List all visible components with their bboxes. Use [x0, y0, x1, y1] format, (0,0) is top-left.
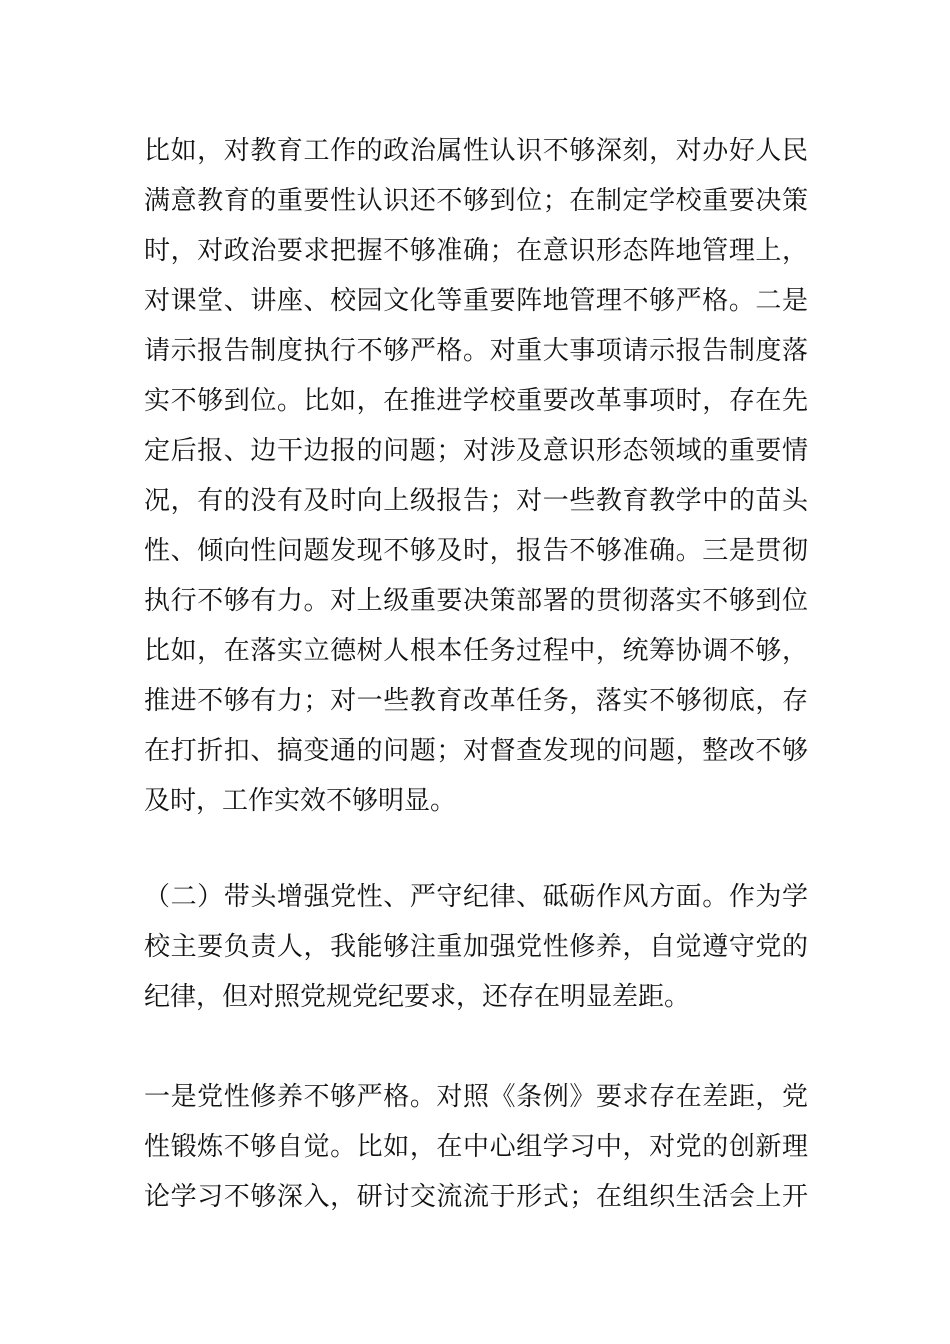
text-line: 时，对政治要求把握不够准确；在意识形态阵地管理上， — [144, 236, 808, 266]
text-line: 比如，对教育工作的政治属性认识不够深刻，对办好人民 — [144, 136, 808, 166]
text-line: 比如，在落实立德树人根本任务过程中，统筹协调不够， — [144, 636, 808, 666]
text-line: 实不够到位。比如，在推进学校重要改革事项时，存在先 — [144, 386, 808, 416]
text-line: 请示报告制度执行不够严格。对重大事项请示报告制度落 — [144, 336, 808, 366]
text-line: 校主要负责人，我能够注重加强党性修养，自觉遵守党的 — [144, 932, 808, 962]
paragraph-party-spirit — [144, 1072, 808, 1222]
text-line: 推进不够有力；对一些教育改革任务，落实不够彻底，存 — [144, 686, 808, 716]
text-line: 执行不够有力。对上级重要决策部署的贯彻落实不够到位 — [144, 586, 808, 616]
text-line: （二）带头增强党性、严守纪律、砥砺作风方面。作为学 — [144, 882, 808, 912]
text-line: 一是党性修养不够严格。对照《条例》要求存在差距，党 — [144, 1082, 808, 1112]
text-line: 满意教育的重要性认识还不够到位；在制定学校重要决策 — [144, 186, 808, 216]
text-line: 性、倾向性问题发现不够及时，报告不够准确。三是贯彻 — [144, 536, 808, 566]
text-line: 及时，工作实效不够明显。 — [144, 786, 457, 816]
text-line: 论学习不够深入，研讨交流流于形式；在组织生活会上开 — [144, 1182, 808, 1212]
paragraph-section-two-heading — [144, 872, 808, 1022]
text-line: 况，有的没有及时向上级报告；对一些教育教学中的苗头 — [144, 486, 808, 516]
text-line: 对课堂、讲座、校园文化等重要阵地管理不够严格。二是 — [144, 286, 808, 316]
text-line: 性锻炼不够自觉。比如，在中心组学习中，对党的创新理 — [144, 1132, 808, 1162]
text-line: 在打折扣、搞变通的问题；对督查发现的问题，整改不够 — [144, 736, 808, 766]
text-line: 定后报、边干边报的问题；对涉及意识形态领域的重要情 — [144, 436, 808, 466]
paragraph-problems-political — [144, 126, 808, 826]
text-line: 纪律，但对照党规党纪要求，还存在明显差距。 — [144, 982, 691, 1012]
